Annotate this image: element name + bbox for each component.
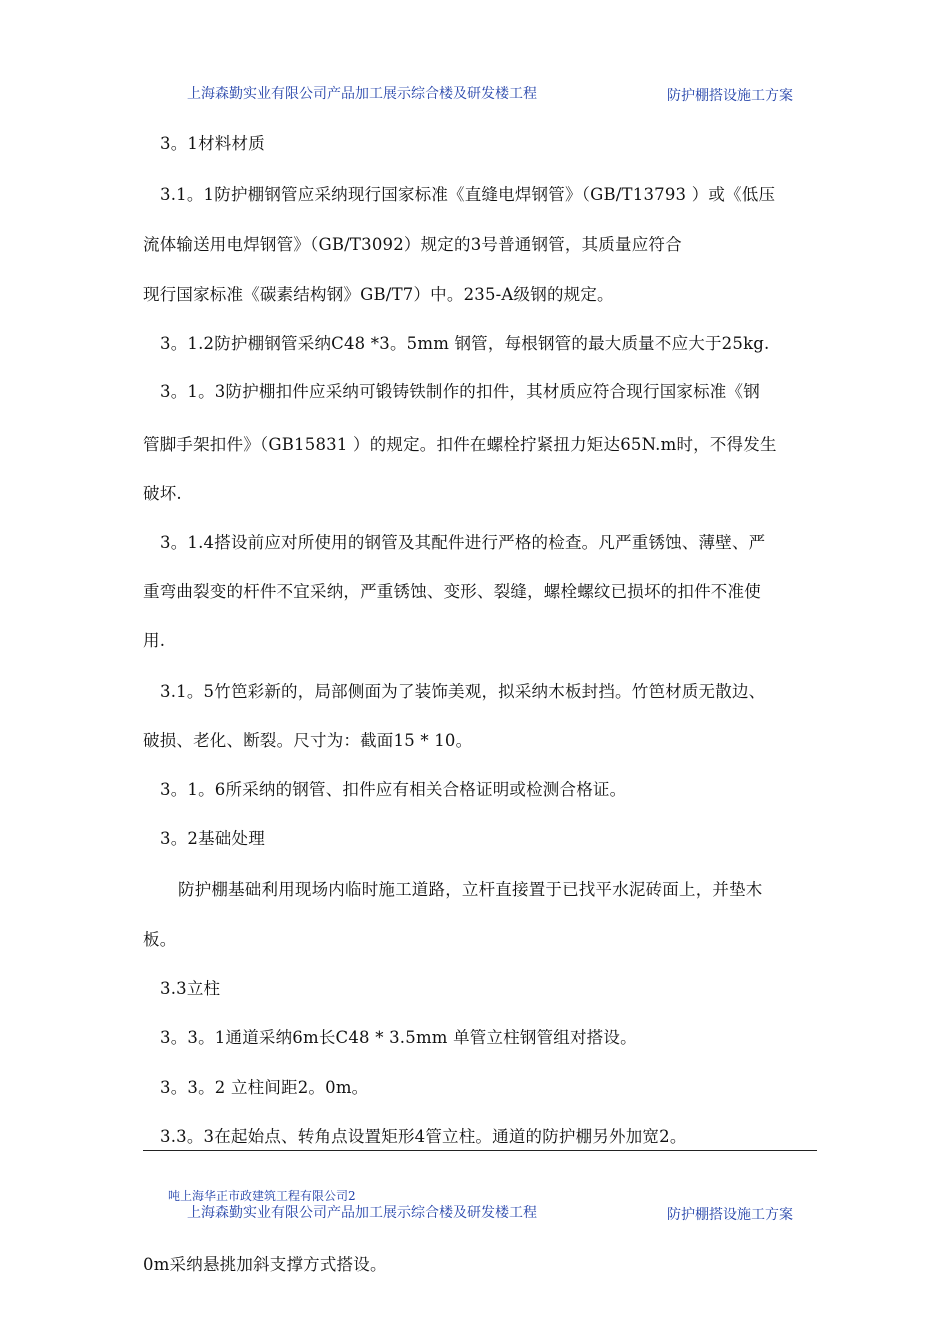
paragraph-line: 3。3。2 立柱间距2。0m。: [160, 1078, 369, 1097]
paragraph-line: 用.: [143, 631, 166, 650]
paragraph-line: 3。1。3防护棚扣件应采纳可锻铸铁制作的扣件，其材质应符合现行国家标准《钢: [160, 382, 760, 401]
heading-3-3: 3.3立柱: [160, 979, 221, 998]
paragraph-line: 重弯曲裂变的杆件不宜采纳，严重锈蚀、变形、裂缝，螺栓螺纹已损坏的扣件不准使: [143, 582, 761, 601]
paragraph-line: 3。1.2防护棚钢管采纳C48 *3。5mm 钢管，每根钢管的最大质量不应大于25kg.: [160, 334, 770, 353]
page2-first-line: 0m采纳悬挑加斜支撑方式搭设。: [143, 1255, 387, 1274]
paragraph-line: 板。: [143, 930, 177, 949]
header-project: 上海森勤实业有限公司产品加工展示综合楼及研发楼工程: [187, 86, 537, 102]
header-doc-title: 防护棚搭设施工方案: [667, 88, 793, 104]
heading-3-1: 3。1材料材质: [160, 134, 265, 153]
paragraph-line: 管脚手架扣件》（GB15831 ）的规定。扣件在螺栓拧紧扭力矩达65N.m时，不得发生: [143, 435, 777, 454]
paragraph-line: 3。1。6所采纳的钢管、扣件应有相关合格证明或检测合格证。: [160, 780, 627, 799]
paragraph-line: 3.1。5竹笆彩新的，局部侧面为了装饰美观，拟采纳木板封挡。竹笆材质无散边、: [160, 682, 766, 701]
heading-3-2: 3。2基础处理: [160, 829, 265, 848]
page2-header-project: 上海森勤实业有限公司产品加工展示综合楼及研发楼工程: [187, 1205, 537, 1221]
paragraph-line: 3。3。1通道采纳6m长C48 * 3.5mm 单管立柱钢管组对搭设。: [160, 1028, 637, 1047]
paragraph-line: 破损、老化、断裂。尺寸为：截面15 * 10。: [143, 731, 473, 750]
paragraph-line: 破坏.: [143, 484, 182, 503]
paragraph-line: 现行国家标准《碳素结构钢》GB/T7）中。235-A级钢的规定。: [143, 285, 614, 304]
page2-header-doc-title: 防护棚搭设施工方案: [667, 1207, 793, 1223]
paragraph-line: 流体输送用电焊钢管》（GB/T3092）规定的3号普通钢管，其质量应符合: [143, 235, 682, 254]
footer-company-page: 吨上海华正市政建筑工程有限公司2: [168, 1189, 356, 1203]
paragraph-line: 防护棚基础利用现场内临时施工道路，立杆直接置于已找平水泥砖面上，并垫木: [178, 880, 763, 899]
paragraph-line: 3.3。3在起始点、转角点设置矩形4管立柱。通道的防护棚另外加宽2。: [160, 1127, 687, 1146]
paragraph-line: 3.1。1防护棚钢管应采纳现行国家标准《直缝电焊钢管》（GB/T13793 ）或《低压: [160, 185, 776, 204]
footer-divider: [143, 1150, 817, 1151]
paragraph-line: 3。1.4搭设前应对所使用的钢管及其配件进行严格的检查。凡严重锈蚀、薄壁、严: [160, 533, 766, 552]
